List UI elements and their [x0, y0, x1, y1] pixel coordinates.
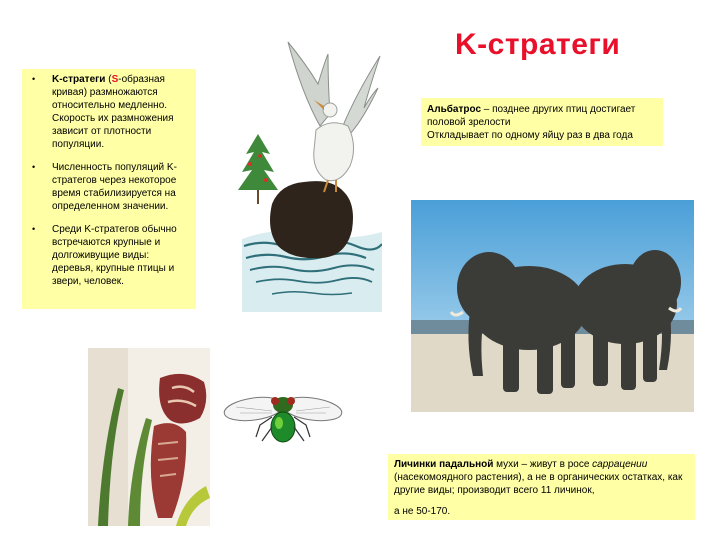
albatross-term: Альбатрос	[427, 104, 482, 115]
k-strategists-term: K-стратеги	[52, 74, 106, 85]
bullet-1-text: -образная кривая) размножаются относительно медленно. Скорость их размножения зависит от плотности популяции.	[52, 74, 174, 150]
slide-title: K-стратеги	[455, 28, 621, 61]
bullet-list	[30, 73, 190, 288]
k-strategists-note	[22, 69, 196, 309]
rock	[270, 181, 353, 258]
sarracenia-photo	[88, 348, 210, 526]
larva-line-2: а не 50-170.	[394, 506, 451, 517]
fly-larva-note	[388, 454, 695, 520]
bullet-item-1	[30, 73, 190, 151]
sarracenia-term: саррацении	[592, 459, 648, 470]
bullet-item-3: • Среди K-стратегов обычно встречаются крупные и долгоживущие виды: деревья, крупные птицы и звери, человек.	[30, 223, 190, 288]
s-letter: S	[111, 74, 119, 85]
larva-text-1: мухи – живут в росе	[493, 459, 593, 470]
bullet-item-2: • Численность популяций K-стратегов через некоторое время стабилизируется на определенном значении.	[30, 161, 190, 213]
albatross-bird	[288, 42, 380, 192]
elephants-photo	[411, 200, 694, 412]
paren-open: (	[105, 74, 112, 85]
larva-text-2: (насекомоядного растения), а не в органических остатках, как другие виды; производит всего 11 личинок,	[394, 472, 683, 496]
larva-line-1	[394, 458, 689, 497]
albatross-line-1	[427, 103, 657, 129]
fly-illustration	[222, 385, 344, 453]
albatross-text-1: – позднее других птиц достигает половой зрелости	[427, 104, 636, 128]
tree	[238, 134, 278, 204]
albatross-illustration	[232, 34, 382, 312]
albatross-line-2: Откладывает по одному яйцу раз в два года	[427, 130, 633, 141]
albatross-note	[421, 98, 663, 146]
larva-term: Личинки падальной	[394, 459, 494, 470]
